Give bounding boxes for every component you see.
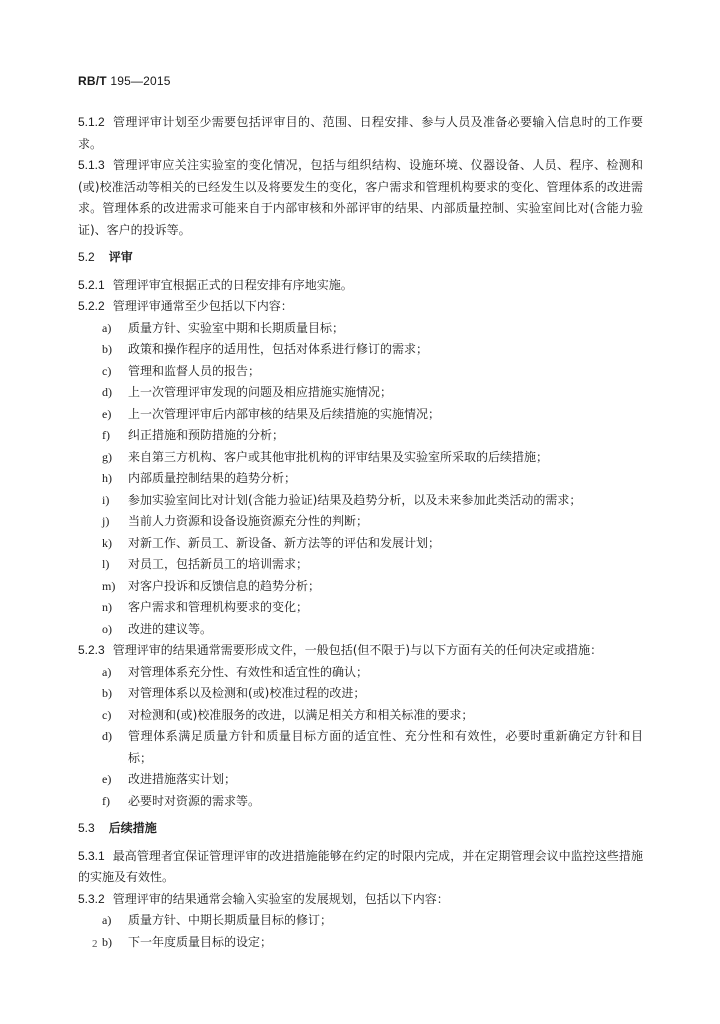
section-title: 评审 xyxy=(108,250,133,264)
list-text: 对检测和(或)校准服务的改进，以满足相关方和相关标准的要求； xyxy=(128,707,474,722)
section-title: 后续措施 xyxy=(108,821,157,835)
list-text: 对新工作、新员工、新设备、新方法等的评估和发展计划； xyxy=(128,535,441,550)
list-marker: e) xyxy=(102,772,112,786)
list-marker: c) xyxy=(102,363,112,378)
list-text: 来自第三方机构、客户或其他审批机构的评审结果及实验室所采取的后续措施； xyxy=(128,449,549,464)
list-item xyxy=(78,382,643,404)
list-marker: j) xyxy=(102,514,110,528)
list-text: 政策和操作程序的适用性，包括对体系进行修订的需求； xyxy=(128,342,429,356)
list-text: 纠正措施和预防措施的分析； xyxy=(128,428,285,442)
section-heading-5-2 xyxy=(78,247,643,269)
clause-text: 管理评审的结果通常会输入实验室的发展规划，包括以下内容： xyxy=(112,891,449,906)
list-item xyxy=(78,662,643,684)
clause-number: 5.1.3 xyxy=(78,158,105,172)
section-number: 5.3 xyxy=(78,821,95,835)
list-text: 对管理体系以及检测和(或)校准过程的改进； xyxy=(128,686,366,700)
list-marker: g) xyxy=(102,449,112,464)
list-item xyxy=(78,769,643,791)
list-marker: l) xyxy=(102,557,110,571)
list-marker: c) xyxy=(102,707,112,722)
section-number: 5.2 xyxy=(78,250,95,264)
list-marker: d) xyxy=(102,729,112,743)
clause-5-2-3 xyxy=(78,640,643,662)
list-item xyxy=(78,339,643,361)
list-item xyxy=(78,404,643,426)
list-text: 质量方针、中期长期质量目标的修订； xyxy=(128,913,333,927)
list-marker: b) xyxy=(102,686,112,700)
list-marker: b) xyxy=(102,934,112,949)
list-marker: b) xyxy=(102,342,112,356)
clause-number: 5.2.1 xyxy=(78,277,105,292)
clause-text: 管理评审计划至少需要包括评审目的、范围、日程安排、参与人员及准备必要输入信息时的工作要求。 xyxy=(78,115,643,151)
section-heading-5-3 xyxy=(78,818,643,840)
clause-number: 5.1.2 xyxy=(78,115,105,129)
list-text: 内部质量控制结果的趋势分析； xyxy=(128,471,297,485)
list-marker: f) xyxy=(102,793,110,808)
list-text: 改进的建议等。 xyxy=(128,621,213,636)
clause-number: 5.3.1 xyxy=(78,848,105,863)
list-item xyxy=(78,791,643,813)
list-text: 改进措施落实计划； xyxy=(128,772,237,786)
list-text: 客户需求和管理机构要求的变化； xyxy=(128,600,309,614)
list-item xyxy=(78,619,643,641)
list-marker: h) xyxy=(102,471,112,485)
list-marker: o) xyxy=(102,621,112,636)
clause-number: 5.2.3 xyxy=(78,643,105,657)
clause-text: 最高管理者宜保证管理评审的改进措施能够在约定的时限内完成，并在定期管理会议中监控这些措施的实施及有效性。 xyxy=(78,848,643,884)
list-text: 当前人力资源和设备设施资源充分性的判断； xyxy=(128,514,369,528)
list-5-3-2 xyxy=(78,910,643,953)
clause-text: 管理评审宜根据正式的日程安排有序地实施。 xyxy=(112,277,353,292)
clause-text: 管理评审的结果通常需要形成文件，一般包括(但不限于)与以下方面有关的任何决定或措施： xyxy=(112,643,603,657)
list-item xyxy=(78,932,643,954)
list-marker: e) xyxy=(102,406,112,421)
list-text: 下一年度质量目标的设定； xyxy=(128,934,273,949)
list-marker: m) xyxy=(102,578,116,593)
list-text: 必要时对资源的需求等。 xyxy=(128,793,261,808)
list-text: 上一次管理评审后内部审核的结果及后续措施的实施情况； xyxy=(128,406,441,421)
list-text: 上一次管理评审发现的问题及相应措施实施情况； xyxy=(128,385,393,399)
list-item xyxy=(78,511,643,533)
clause-number: 5.3.2 xyxy=(78,891,105,906)
list-item xyxy=(78,705,643,727)
list-marker: f) xyxy=(102,428,110,442)
standard-number: 195—2015 xyxy=(110,74,171,88)
list-item xyxy=(78,468,643,490)
list-marker: a) xyxy=(102,664,112,679)
list-text: 管理体系满足质量方针和质量目标方面的适宜性、充分性和有效性，必要时重新确定方针和目标； xyxy=(128,729,643,765)
list-marker: n) xyxy=(102,600,112,614)
list-marker: d) xyxy=(102,385,112,399)
list-marker: k) xyxy=(102,535,112,550)
page-number: 2 xyxy=(92,938,98,950)
list-5-2-3 xyxy=(78,662,643,813)
list-text: 对客户投诉和反馈信息的趋势分析； xyxy=(128,578,321,593)
list-item xyxy=(78,318,643,340)
clause-5-1-3 xyxy=(78,155,643,241)
list-text: 质量方针、实验室中期和长期质量目标； xyxy=(128,320,345,335)
list-marker: a) xyxy=(102,320,112,335)
clause-text: 管理评审通常至少包括以下内容： xyxy=(112,299,293,313)
list-item xyxy=(78,425,643,447)
list-item xyxy=(78,910,643,932)
list-marker: a) xyxy=(102,913,112,927)
clause-5-1-2 xyxy=(78,112,643,155)
list-text: 参加实验室间比对计划(含能力验证)结果及趋势分析，以及未来参加此类活动的需求； xyxy=(128,492,582,507)
list-item xyxy=(78,447,643,469)
page-header xyxy=(78,74,171,88)
list-item xyxy=(78,726,643,769)
document-body xyxy=(78,112,643,953)
list-item xyxy=(78,533,643,555)
clause-5-3-1 xyxy=(78,846,643,889)
standard-code: RB/T xyxy=(78,74,107,88)
list-text: 对管理体系充分性、有效性和适宜性的确认； xyxy=(128,664,369,679)
clause-number: 5.2.2 xyxy=(78,299,105,313)
clause-5-2-2 xyxy=(78,296,643,318)
clause-5-2-1 xyxy=(78,275,643,297)
list-text: 对员工，包括新员工的培训需求； xyxy=(128,557,309,571)
list-5-2-2 xyxy=(78,318,643,641)
list-text: 管理和监督人员的报告； xyxy=(128,363,261,378)
list-item xyxy=(78,490,643,512)
clause-5-3-2 xyxy=(78,889,643,911)
list-item xyxy=(78,361,643,383)
list-marker: i) xyxy=(102,492,110,507)
list-item xyxy=(78,597,643,619)
list-item xyxy=(78,576,643,598)
list-item xyxy=(78,554,643,576)
list-item xyxy=(78,683,643,705)
clause-text: 管理评审应关注实验室的变化情况，包括与组织结构、设施环境、仪器设备、人员、程序、检测和(或)校准活动等相关的已经发生以及将要发生的变化，客户需求和管理机构要求的变化、管理体系的改进需求。管理体系的改进需求可能来自于内部审核和外部评审的结果、内部质量控制、实验室间比对(含能力验证)、客户的投诉等。 xyxy=(78,158,643,237)
